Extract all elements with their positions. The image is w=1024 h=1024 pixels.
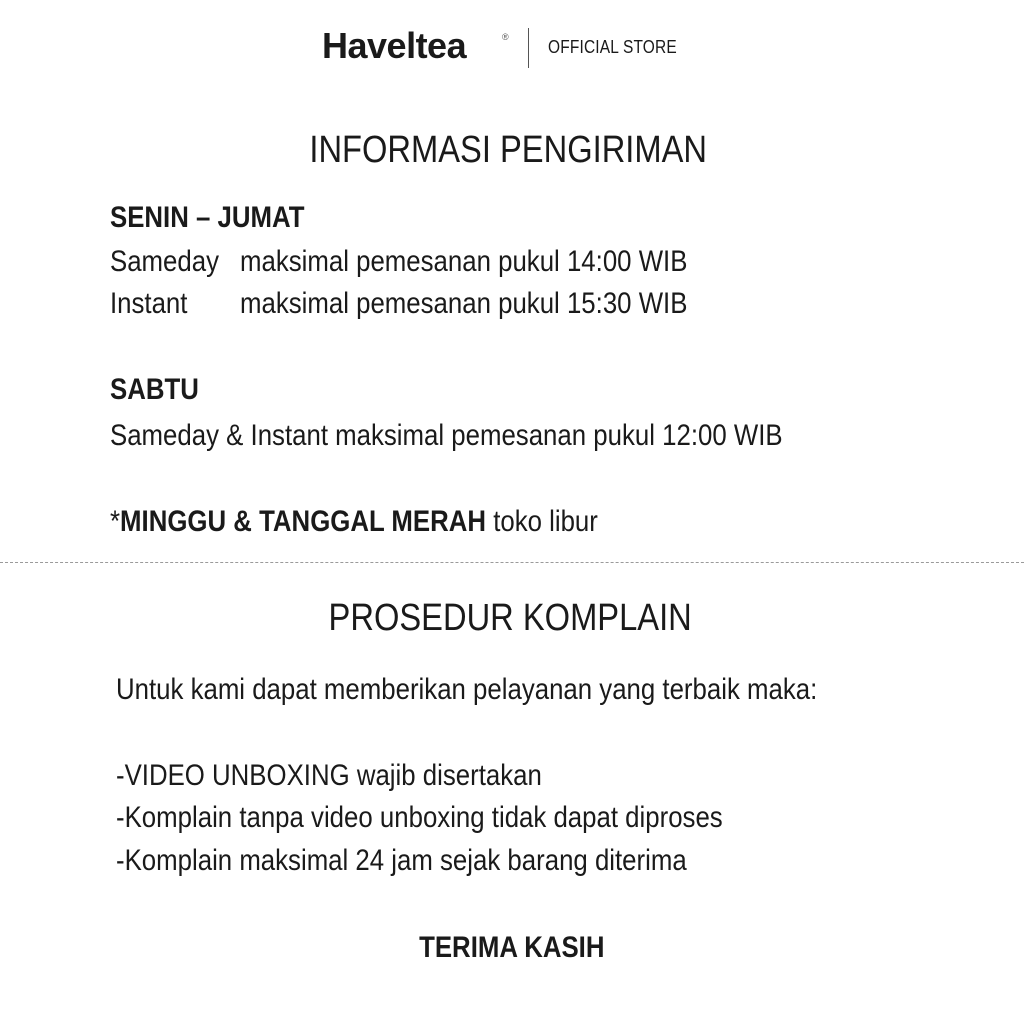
registered-mark: ® (502, 32, 509, 42)
section-divider (0, 562, 1024, 563)
header-divider (528, 28, 529, 68)
weekday-heading: SENIN – JUMAT (110, 201, 305, 234)
store-header (0, 26, 1024, 70)
complaint-item: -Komplain tanpa video unboxing tidak dapat diproses (116, 801, 723, 834)
holiday-note-prefix: * (110, 505, 121, 538)
instant-service-label: Instant (110, 287, 188, 320)
holiday-note-bold: MINGGU & TANGGAL MERAH (120, 505, 487, 538)
closing-thanks: TERIMA KASIH (419, 931, 605, 964)
saturday-heading: SABTU (110, 373, 199, 406)
sameday-cutoff-text: maksimal pemesanan pukul 14:00 WIB (240, 245, 688, 278)
brand-logo: Haveltea (322, 25, 467, 66)
shipping-info-title: INFORMASI PENGIRIMAN (309, 129, 707, 171)
complaint-intro: Untuk kami dapat memberikan pelayanan yang terbaik maka: (116, 673, 818, 706)
holiday-note (110, 504, 598, 540)
complaint-item: -Komplain maksimal 24 jam sejak barang diterima (116, 844, 687, 877)
saturday-cutoff-text: Sameday & Instant maksimal pemesanan pukul 12:00 WIB (110, 419, 783, 452)
complaint-item: -VIDEO UNBOXING wajib disertakan (116, 759, 542, 792)
sameday-service-label: Sameday (110, 245, 220, 278)
instant-cutoff-text: maksimal pemesanan pukul 15:30 WIB (240, 287, 688, 320)
holiday-note-rest: toko libur (486, 505, 598, 538)
complaint-procedure-title: PROSEDUR KOMPLAIN (328, 597, 692, 639)
official-store-label: OFFICIAL STORE (548, 37, 677, 57)
